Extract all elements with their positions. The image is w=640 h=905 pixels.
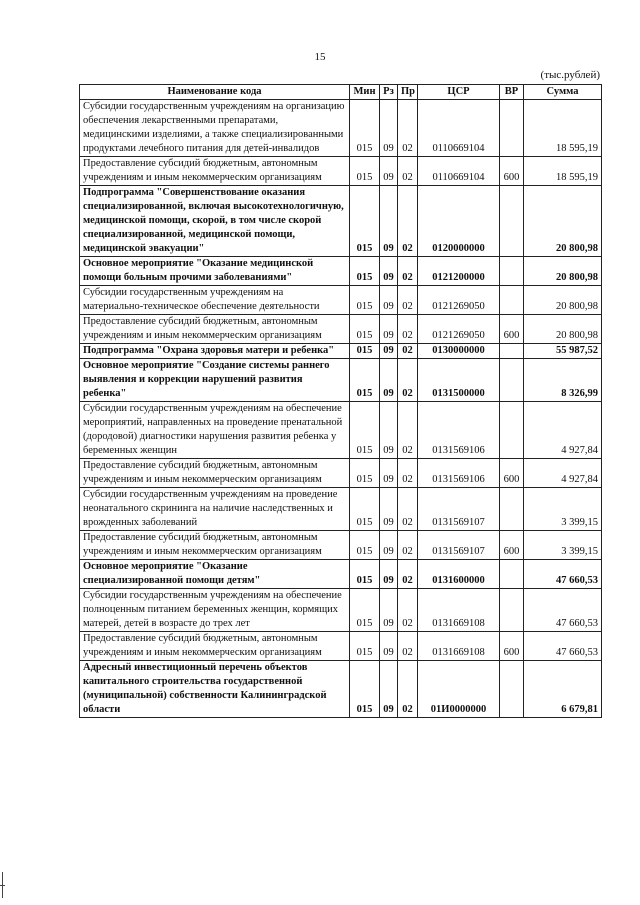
table-row <box>80 286 602 315</box>
cell-name: Подпрограмма "Охрана здоровья матери и ребенка" <box>80 344 350 359</box>
cell-name: Предоставление субсидий бюджетным, автономным учреждениям и иным некоммерческим организациям <box>80 459 350 488</box>
cell-sum: 3 399,15 <box>524 531 602 560</box>
table-row <box>80 589 602 632</box>
table-row <box>80 632 602 661</box>
cell-pr: 02 <box>398 157 418 186</box>
cell-sum: 47 660,53 <box>524 589 602 632</box>
cell-rz: 09 <box>380 589 398 632</box>
cell-name: Основное мероприятие "Создание системы раннего выявления и коррекции нарушений развития ребенка" <box>80 359 350 402</box>
cell-vr: 600 <box>500 531 524 560</box>
cell-pr: 02 <box>398 560 418 589</box>
cell-min: 015 <box>350 488 380 531</box>
table-row <box>80 459 602 488</box>
cell-vr <box>500 186 524 257</box>
cell-sum: 18 595,19 <box>524 157 602 186</box>
cell-name: Субсидии государственным учреждениям на обеспечение мероприятий, направленных на проведение пренатальной (дородовой) диагностики нарушения развития ребенка у беременных женщин <box>80 402 350 459</box>
cell-pr: 02 <box>398 100 418 157</box>
cell-rz: 09 <box>380 459 398 488</box>
cell-vr <box>500 359 524 402</box>
cell-min: 015 <box>350 157 380 186</box>
cell-rz: 09 <box>380 157 398 186</box>
cell-pr: 02 <box>398 315 418 344</box>
cell-vr <box>500 100 524 157</box>
cell-rz: 09 <box>380 531 398 560</box>
cell-min: 015 <box>350 359 380 402</box>
cell-vr: 600 <box>500 459 524 488</box>
table-row <box>80 100 602 157</box>
cell-pr: 02 <box>398 186 418 257</box>
cell-rz: 09 <box>380 632 398 661</box>
cell-pr: 02 <box>398 661 418 718</box>
budget-table <box>79 84 602 718</box>
cell-csr: 0131600000 <box>418 560 500 589</box>
cell-min: 015 <box>350 661 380 718</box>
cell-pr: 02 <box>398 531 418 560</box>
header-vr: ВР <box>500 85 524 100</box>
cell-pr: 02 <box>398 632 418 661</box>
cell-csr: 0131569107 <box>418 531 500 560</box>
cell-rz: 09 <box>380 402 398 459</box>
cell-min: 015 <box>350 632 380 661</box>
cell-vr <box>500 488 524 531</box>
scan-edge-tick <box>0 885 5 886</box>
cell-min: 015 <box>350 459 380 488</box>
cell-csr: 0120000000 <box>418 186 500 257</box>
cell-min: 015 <box>350 186 380 257</box>
cell-min: 015 <box>350 100 380 157</box>
cell-name: Основное мероприятие "Оказание медицинской помощи больным прочими заболеваниями" <box>80 257 350 286</box>
cell-vr: 600 <box>500 632 524 661</box>
cell-rz: 09 <box>380 257 398 286</box>
header-rz: Рз <box>380 85 398 100</box>
table-row <box>80 359 602 402</box>
table-row <box>80 402 602 459</box>
cell-csr: 0121269050 <box>418 286 500 315</box>
cell-vr <box>500 589 524 632</box>
cell-vr: 600 <box>500 157 524 186</box>
cell-csr: 0131569106 <box>418 402 500 459</box>
cell-vr <box>500 661 524 718</box>
cell-sum: 18 595,19 <box>524 100 602 157</box>
cell-name: Предоставление субсидий бюджетным, автономным учреждениям и иным некоммерческим организациям <box>80 531 350 560</box>
cell-rz: 09 <box>380 186 398 257</box>
cell-min: 015 <box>350 531 380 560</box>
cell-pr: 02 <box>398 589 418 632</box>
cell-vr <box>500 344 524 359</box>
cell-rz: 09 <box>380 661 398 718</box>
cell-csr: 0130000000 <box>418 344 500 359</box>
cell-name: Субсидии государственным учреждениям на организацию обеспечения лекарственными препаратами, медицинскими изделиями, а также специализированными продуктами лечебного питания для детей-инвалидов <box>80 100 350 157</box>
cell-pr: 02 <box>398 359 418 402</box>
cell-vr <box>500 402 524 459</box>
cell-vr: 600 <box>500 315 524 344</box>
cell-csr: 0131569107 <box>418 488 500 531</box>
cell-name: Подпрограмма "Совершенствование оказания специализированной, включая высокотехнологичную, медицинской помощи, скорой, в том числе скорой специализированной, медицинской помощи, медицинской эвакуации" <box>80 186 350 257</box>
cell-sum: 20 800,98 <box>524 257 602 286</box>
cell-name: Субсидии государственным учреждениям на материально-техническое обеспечение деятельности <box>80 286 350 315</box>
cell-sum: 4 927,84 <box>524 459 602 488</box>
cell-min: 015 <box>350 402 380 459</box>
table-row <box>80 560 602 589</box>
cell-name: Предоставление субсидий бюджетным, автономным учреждениям и иным некоммерческим организациям <box>80 157 350 186</box>
header-name: Наименование кода <box>80 85 350 100</box>
table-body <box>80 100 602 718</box>
table-row <box>80 661 602 718</box>
cell-name: Предоставление субсидий бюджетным, автономным учреждениям и иным некоммерческим организациям <box>80 315 350 344</box>
cell-rz: 09 <box>380 359 398 402</box>
cell-csr: 0131500000 <box>418 359 500 402</box>
cell-csr: 01И0000000 <box>418 661 500 718</box>
header-sum: Сумма <box>524 85 602 100</box>
cell-sum: 3 399,15 <box>524 488 602 531</box>
cell-name: Субсидии государственным учреждениям на обеспечение полноценным питанием беременных женщин, кормящих матерей, детей в возрасте до трех лет <box>80 589 350 632</box>
table-row <box>80 344 602 359</box>
cell-pr: 02 <box>398 286 418 315</box>
cell-sum: 47 660,53 <box>524 632 602 661</box>
cell-name: Основное мероприятие "Оказание специализированной помощи детям" <box>80 560 350 589</box>
cell-min: 015 <box>350 344 380 359</box>
cell-min: 015 <box>350 257 380 286</box>
cell-csr: 0131669108 <box>418 589 500 632</box>
cell-name: Субсидии государственным учреждениям на проведение неонатального скрининга на наличие наследственных и врожденных заболеваний <box>80 488 350 531</box>
table-row <box>80 157 602 186</box>
cell-sum: 20 800,98 <box>524 315 602 344</box>
cell-sum: 20 800,98 <box>524 286 602 315</box>
table-row <box>80 315 602 344</box>
table-row <box>80 531 602 560</box>
cell-sum: 6 679,81 <box>524 661 602 718</box>
table-row <box>80 488 602 531</box>
cell-sum: 4 927,84 <box>524 402 602 459</box>
cell-rz: 09 <box>380 100 398 157</box>
cell-name: Адресный инвестиционный перечень объектов капитального строительства государственной (муниципальной) собственности Калининградской области <box>80 661 350 718</box>
cell-pr: 02 <box>398 488 418 531</box>
cell-sum: 8 326,99 <box>524 359 602 402</box>
cell-pr: 02 <box>398 344 418 359</box>
cell-csr: 0110669104 <box>418 157 500 186</box>
header-min: Мин <box>350 85 380 100</box>
table-row <box>80 257 602 286</box>
cell-min: 015 <box>350 589 380 632</box>
cell-rz: 09 <box>380 560 398 589</box>
cell-csr: 0131669108 <box>418 632 500 661</box>
cell-csr: 0110669104 <box>418 100 500 157</box>
cell-pr: 02 <box>398 257 418 286</box>
cell-csr: 0131569106 <box>418 459 500 488</box>
page-number: 15 <box>314 51 326 63</box>
cell-rz: 09 <box>380 488 398 531</box>
cell-rz: 09 <box>380 344 398 359</box>
cell-rz: 09 <box>380 286 398 315</box>
header-csr: ЦСР <box>418 85 500 100</box>
cell-pr: 02 <box>398 402 418 459</box>
cell-min: 015 <box>350 286 380 315</box>
table-header-row <box>80 85 602 100</box>
table-row <box>80 186 602 257</box>
cell-csr: 0121269050 <box>418 315 500 344</box>
cell-rz: 09 <box>380 315 398 344</box>
units-label: (тыс.рублей) <box>540 69 600 81</box>
cell-csr: 0121200000 <box>418 257 500 286</box>
cell-sum: 47 660,53 <box>524 560 602 589</box>
cell-vr <box>500 257 524 286</box>
cell-min: 015 <box>350 560 380 589</box>
cell-vr <box>500 560 524 589</box>
cell-name: Предоставление субсидий бюджетным, автономным учреждениям и иным некоммерческим организациям <box>80 632 350 661</box>
cell-pr: 02 <box>398 459 418 488</box>
header-pr: Пр <box>398 85 418 100</box>
cell-sum: 20 800,98 <box>524 186 602 257</box>
cell-vr <box>500 286 524 315</box>
cell-min: 015 <box>350 315 380 344</box>
cell-sum: 55 987,52 <box>524 344 602 359</box>
